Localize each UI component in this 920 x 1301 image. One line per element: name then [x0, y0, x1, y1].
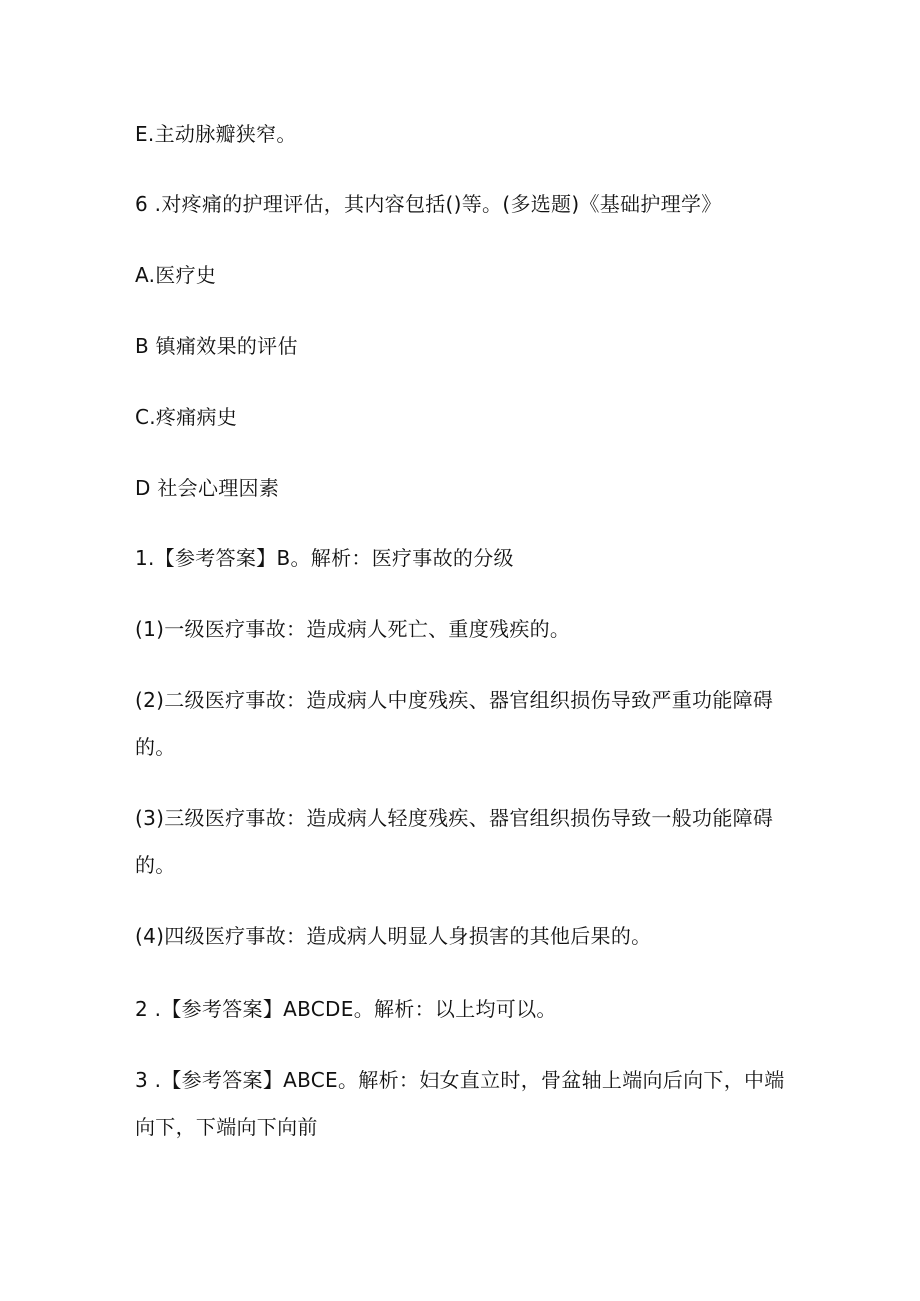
option-e-prev-question: E.主动脉瓣狭窄。: [135, 122, 297, 146]
option-a: A.医疗史: [135, 263, 217, 287]
answer-3-cont: 向下，下端向下向前: [135, 1115, 318, 1139]
answer-2: 2 .【参考答案】ABCDE。解析：以上均可以。: [135, 997, 557, 1021]
option-c: C.疼痛病史: [135, 405, 238, 429]
question-6: 6 .对疼痛的护理评估，其内容包括()等。(多选题)《基础护理学》: [135, 192, 722, 216]
answer-1-level-2: (2)二级医疗事故：造成病人中度残疾、器官组织损伤导致严重功能障碍: [135, 688, 774, 712]
answer-1-level-4: (4)四级医疗事故：造成病人明显人身损害的其他后果的。: [135, 924, 652, 948]
answer-1-level-2-cont: 的。: [135, 735, 176, 759]
option-b: B 镇痛效果的评估: [135, 334, 298, 358]
answer-1-level-1: (1)一级医疗事故：造成病人死亡、重度残疾的。: [135, 617, 571, 641]
answer-1: 1.【参考答案】B。解析：医疗事故的分级: [135, 546, 514, 570]
answer-1-level-3-cont: 的。: [135, 853, 176, 877]
option-d: D 社会心理因素: [135, 476, 280, 500]
answer-3: 3 .【参考答案】ABCE。解析：妇女直立时，骨盆轴上端向后向下，中端: [135, 1068, 785, 1092]
answer-1-level-3: (3)三级医疗事故：造成病人轻度残疾、器官组织损伤导致一般功能障碍: [135, 806, 774, 830]
